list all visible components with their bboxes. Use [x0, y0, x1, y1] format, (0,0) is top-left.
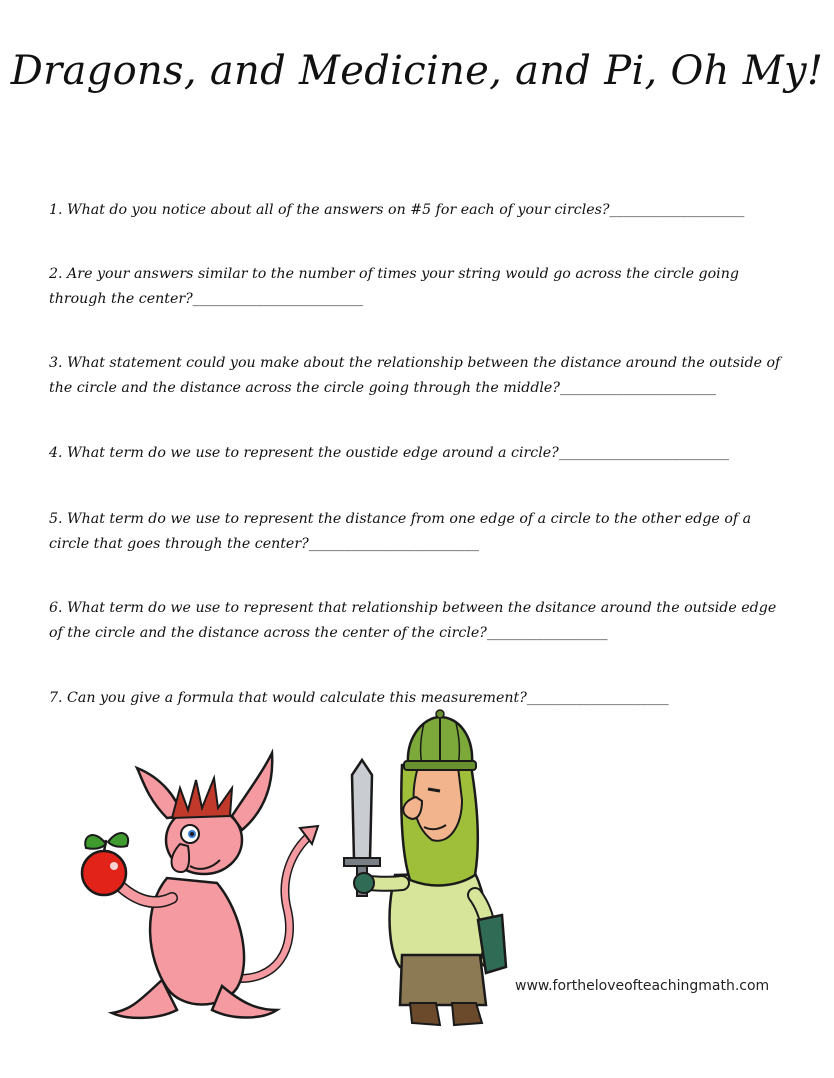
question-5 [49, 507, 789, 557]
answer-blank-4: ________________________ [558, 445, 730, 461]
page-title: Dragons, and Medicine, and Pi, Oh My! [10, 48, 824, 94]
knight-with-sword-illustration [340, 705, 520, 1030]
question-6-text: 6. What term do we use to represent that relationship between the dsitance around the outside edge of the circle and the distance across the center of the circle? [49, 600, 777, 641]
answer-blank-6: _________________ [486, 625, 608, 641]
imp-with-apple-illustration [72, 748, 322, 1028]
website-url: www.fortheloveofteachingmath.com [515, 978, 770, 994]
question-2 [49, 262, 789, 312]
answer-blank-7: ____________________ [526, 690, 669, 706]
question-5-text: 5. What term do we use to represent the distance from one edge of a circle to the other edge of a circle that goes through the center? [49, 511, 752, 552]
question-1 [49, 198, 789, 223]
answer-blank-1: ___________________ [609, 202, 745, 218]
answer-blank-2: ________________________ [192, 291, 363, 307]
question-3-text: 3. What statement could you make about the relationship between the distance around the outside of the circle and the distance across the circle going through the middle? [49, 355, 781, 396]
question-3 [49, 351, 789, 401]
question-7-text: 7. Can you give a formula that would calculate this measurement? [49, 690, 527, 706]
question-4-text: 4. What term do we use to represent the oustide edge around a circle? [49, 445, 559, 461]
question-4 [49, 441, 789, 466]
answer-blank-5: ________________________ [308, 536, 479, 552]
question-2-text: 2. Are your answers similar to the number of times your string would go across the circle going through the center? [49, 266, 739, 307]
question-1-text: 1. What do you notice about all of the answers on #5 for each of your circles? [49, 202, 610, 218]
answer-blank-3: ______________________ [559, 380, 716, 396]
question-6 [49, 596, 789, 646]
